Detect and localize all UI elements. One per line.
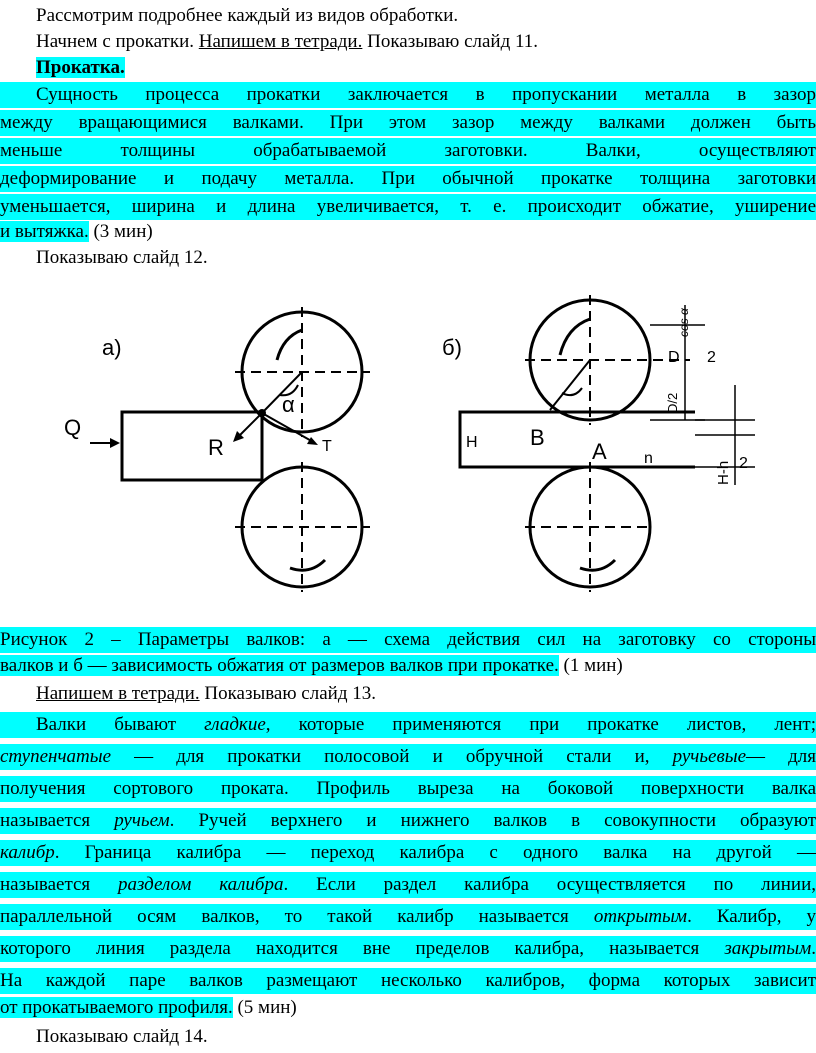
rollers-figure bbox=[40, 285, 760, 605]
rotation-arc bbox=[277, 330, 302, 360]
labels-a bbox=[64, 335, 332, 460]
label-b: б) bbox=[442, 335, 462, 360]
label-n: n bbox=[644, 450, 653, 467]
slide14-text: Показываю слайд 14. bbox=[36, 1026, 208, 1047]
time-note: (3 мин) bbox=[88, 221, 153, 242]
term-stepped: ступенчатые bbox=[0, 746, 112, 767]
intro-line bbox=[0, 3, 816, 29]
label-two-2: 2 bbox=[739, 455, 748, 472]
text-run: . Калибр, у bbox=[687, 906, 816, 927]
rolling-start-text: Начнем с прокатки. bbox=[36, 31, 195, 52]
paragraph-end-text: от прокатываемого профиля. bbox=[0, 997, 233, 1018]
term-groove: ручьем bbox=[114, 810, 170, 831]
term-closed: закрытым bbox=[724, 938, 812, 959]
text-run: . Если раздел калибра осуществляется по линии, bbox=[283, 874, 816, 895]
rotation-arc bbox=[560, 319, 590, 355]
paragraph-line bbox=[0, 840, 816, 866]
paragraph-line: уменьшается, ширина и длина увеличивается, т. е. происходит обжатие, уширение bbox=[0, 194, 816, 220]
paragraph-line: деформирование и подачу металла. При обычной прокатке толщина заготовки bbox=[0, 166, 816, 192]
labels-b bbox=[442, 307, 748, 485]
slide12-line bbox=[0, 245, 816, 271]
time-note: (1 мин) bbox=[558, 655, 623, 676]
force-t-arrow bbox=[262, 413, 315, 443]
paragraph-line bbox=[0, 712, 816, 738]
paragraph-line bbox=[0, 936, 816, 962]
label-d2: D/2 bbox=[665, 392, 680, 413]
label-q: Q bbox=[64, 415, 82, 440]
paragraph-last-line bbox=[0, 219, 816, 245]
term-parting: разделом калибра bbox=[118, 874, 284, 895]
paragraph-line bbox=[0, 872, 816, 898]
label-two: 2 bbox=[707, 349, 716, 366]
paragraph-end-text: и вытяжка. bbox=[0, 221, 89, 242]
time-note: (5 мин) bbox=[232, 997, 297, 1018]
label-r: R bbox=[208, 435, 224, 460]
text-run: называется bbox=[0, 810, 115, 831]
text-run: — для прокатки полосовой и обручной стали и, bbox=[111, 746, 673, 767]
term-grooved: ручьевые bbox=[672, 746, 746, 767]
paragraph-line: На каждой паре валков размещают несколько калибров, форма которых зависит bbox=[0, 968, 816, 994]
workpiece-a bbox=[122, 412, 262, 480]
slide12-text: Показываю слайд 12. bbox=[36, 247, 208, 268]
text-run: . Граница калибра — переход калибра с одного валка на другой — bbox=[54, 842, 816, 863]
text-run: — для bbox=[746, 746, 816, 767]
heading-line bbox=[0, 55, 816, 81]
rotation-arc bbox=[290, 560, 325, 570]
arrowhead bbox=[307, 437, 318, 445]
section-heading: Прокатка. bbox=[36, 57, 125, 78]
term-open: открытым bbox=[593, 906, 688, 927]
label-a: а) bbox=[102, 335, 122, 360]
radius-line bbox=[550, 360, 590, 410]
paragraph-line: получения сортового проката. Профиль выреза на боковой поверхности валка bbox=[0, 776, 816, 802]
text-run: . Ручей верхнего и нижнего валков в совокупности образуют bbox=[169, 810, 816, 831]
paragraph-line: меньше толщины обрабатываемой заготовки. Валки, осуществляют bbox=[0, 138, 816, 164]
caption-text: валков и б — зависимость обжатия от размеров валков при прокатке. bbox=[0, 655, 559, 676]
label-hh: H-h bbox=[715, 460, 732, 485]
notebook-line bbox=[0, 29, 816, 55]
arrowhead bbox=[110, 438, 120, 448]
paragraph-line bbox=[0, 744, 816, 770]
label-alpha: α bbox=[282, 392, 295, 417]
write-notebook-text: Напишем в тетради. bbox=[198, 31, 363, 52]
figure-b bbox=[460, 295, 755, 592]
term-caliber: калибр bbox=[0, 842, 55, 863]
label-b-point: B bbox=[530, 425, 545, 450]
notebook-line-2 bbox=[0, 681, 816, 707]
write-notebook-text: Напишем в тетради. bbox=[36, 683, 200, 704]
paragraph-last-line bbox=[0, 995, 816, 1021]
text-run: Валки бывают bbox=[36, 714, 205, 735]
paragraph-line: Сущность процесса прокатки заключается в пропускании металла в зазор bbox=[0, 82, 816, 108]
text-run: называется bbox=[0, 874, 119, 895]
text-run: параллельной осям валков, то такой калибр называется bbox=[0, 906, 594, 927]
term-smooth: гладкие bbox=[204, 714, 266, 735]
caption-line: Рисунок 2 – Параметры валков: а — схема действия сил на заготовку со стороны bbox=[0, 627, 816, 653]
label-cos: cos α bbox=[677, 308, 691, 337]
intro-text: Рассмотрим подробнее каждый из видов обработки. bbox=[36, 5, 459, 26]
caption-line-2 bbox=[0, 653, 816, 679]
paragraph-line bbox=[0, 808, 816, 834]
label-h: H bbox=[466, 434, 478, 451]
slide13-text: Показываю слайд 13. bbox=[199, 683, 376, 704]
label-t: T bbox=[322, 438, 332, 455]
text-run: . bbox=[811, 938, 816, 959]
paragraph-line: между вращающимися валками. При этом зазор между валками должен быть bbox=[0, 110, 816, 136]
slide14-line bbox=[0, 1024, 816, 1050]
paragraph-line bbox=[0, 904, 816, 930]
rotation-arc bbox=[580, 560, 615, 570]
text-run: которого линия раздела находится вне пределов калибра, называется bbox=[0, 938, 725, 959]
label-d: D bbox=[668, 349, 680, 366]
label-a-point: A bbox=[592, 439, 607, 464]
text-run: , которые применяются при прокатке листов, лент; bbox=[265, 714, 816, 735]
slide11-text: Показываю слайд 11. bbox=[362, 31, 539, 52]
contact-point bbox=[258, 409, 266, 417]
